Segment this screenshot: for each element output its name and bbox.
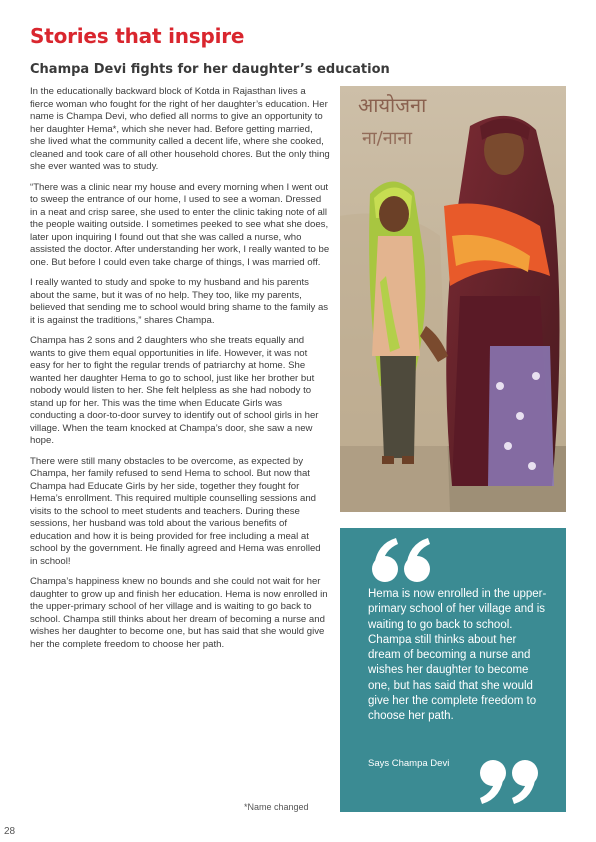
wall-writing-line1: आयोजना bbox=[358, 93, 427, 117]
wall-writing-line2: ना/नाना bbox=[362, 128, 413, 149]
page-title: Stories that inspire bbox=[30, 24, 245, 48]
story-paragraph: In the educationally backward block of Kotda in Rajasthan lives a fierce woman who fought for the right of her daughter’s education. Her name is Champa Devi, who defied all norms to give an opportunity to her daughter Hema*, which she never had. Before getting married, she lived what the community called a decent life, where she cooked, cleaned and took care of all other household chores. But the only thing she ever wanted was to study. bbox=[30, 86, 330, 172]
close-quote-icon bbox=[476, 756, 540, 806]
story-subtitle: Champa Devi fights for her daughter’s education bbox=[30, 62, 390, 77]
quote-attribution: Says Champa Devi bbox=[368, 758, 450, 769]
footnote: *Name changed bbox=[244, 802, 309, 812]
story-paragraph: Champa has 2 sons and 2 daughters who she treats equally and wants to give them equal opportunities in life. However, it was not easy for her to fight the regular trends of patriarchy at home. She wanted her daughter Hema to go to school, just like her brother but nobody would listen to her. She felt helpless as she had nobody to stand up for her. This was the time when Educate Girls was conducting a door-to-door survey to identify out of school girls in her village. When the team knocked at Champa’s door, she saw a new hope. bbox=[30, 335, 319, 446]
story-paragraph: I really wanted to study and spoke to my husband and his parents about the same, but it was of no help. They too, like my parents, believed that sending me to school would bring shame to the family as it is against the traditions,” shares Champa. bbox=[30, 277, 329, 326]
pull-quote-box bbox=[340, 528, 566, 812]
story-paragraph: Champa’s happiness knew no bounds and she could not wait for her daughter to grow up and finish her education. Hema is now enrolled in the upper-primary school of her village and is waiting to go back to school. Champa still thinks about her dream of becoming a nurse and wishes her daughter to become one, but has said that she would give her the complete freedom to choose her path. bbox=[30, 576, 328, 650]
story-paragraph: There were still many obstacles to be overcome, as expected by Champa, her family refused to send Hema to school. But now that Champa had Educate Girls by her side, together they fought for Hema’s enrollment. This required multiple counselling sessions and visits to the school to meet students and teachers. During these sessions, her husband was told about the various benefits of education and how it is being provided for free including a meal at school by the government. He finally agreed and Hema was enrolled in school! bbox=[30, 455, 321, 567]
open-quote-icon bbox=[370, 536, 434, 586]
page-number: 28 bbox=[4, 826, 16, 837]
photo-illustration bbox=[340, 86, 566, 512]
quote-text: Hema is now enrolled in the upper-primary school of her village and is waiting to go back to school. Champa still thinks about her dream of becoming a nurse and wishes her daughter to become one, but has said that she would give her the complete freedom to choose her path. bbox=[368, 588, 547, 723]
story-body bbox=[30, 86, 330, 659]
photo-mother-daughter bbox=[340, 86, 566, 512]
story-paragraph: “There was a clinic near my house and every morning when I went out to sweep the entrance of our home, I used to see a woman. Dressed in a neat and crisp saree, she used to enter the clinic taking note of all the people waiting outside. I sometimes peeked to see what she does, later upon inquiring I found out that she was called a nurse, who assisted the doctor. After understanding her work, I really wanted to be one. But before I could even take charge of things, I was married off. bbox=[30, 181, 330, 268]
